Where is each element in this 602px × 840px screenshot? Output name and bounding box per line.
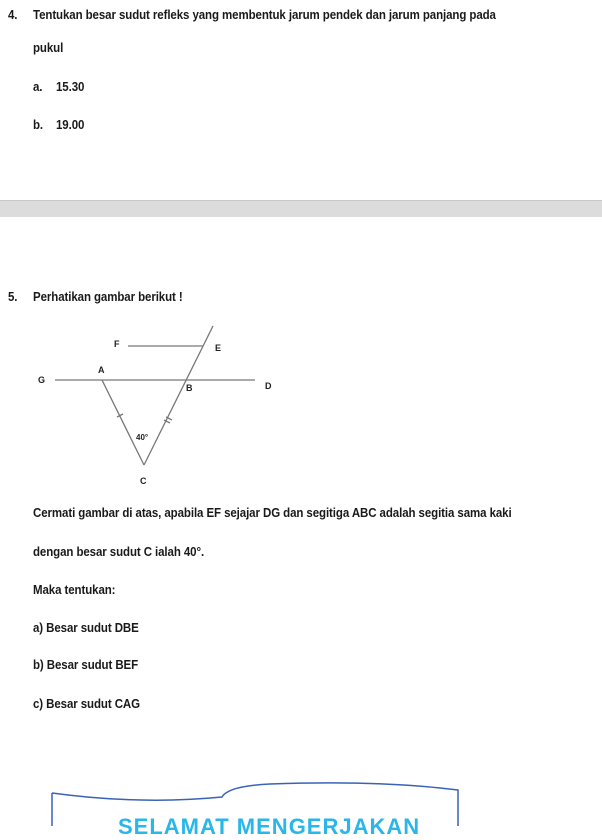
q4-option-b-label: b. [33, 118, 44, 132]
q4-text: Tentukan besar sudut refleks yang membentuk jarum pendek dan jarum panjang pada [33, 8, 496, 22]
q5-paragraph-1: Cermati gambar di atas, apabila EF sejajar DG dan segitiga ABC adalah segitia sama kaki [33, 506, 512, 520]
label-a: A [98, 365, 105, 375]
angle-c-label: 40° [136, 433, 149, 442]
q5-text: Perhatikan gambar berikut ! [33, 290, 183, 304]
label-e: E [215, 343, 222, 353]
label-c: C [140, 476, 147, 486]
q4-option-a-value: 15.30 [56, 80, 85, 94]
q5-item-c: c) Besar sudut CAG [33, 697, 140, 711]
banner-text: SELAMAT MENGERJAKAN [118, 814, 421, 839]
q4-text-cont: pukul [33, 41, 64, 55]
label-d: D [265, 381, 272, 391]
label-b: B [186, 383, 193, 393]
q5-number: 5. [8, 290, 18, 304]
q5-item-b: b) Besar sudut BEF [33, 658, 139, 672]
q4-number: 4. [8, 8, 18, 22]
q5-item-a: a) Besar sudut DBE [33, 621, 139, 635]
label-f: F [114, 339, 120, 349]
q4-option-b-value: 19.00 [56, 118, 85, 132]
q5-paragraph-2: dengan besar sudut C ialah 40°. [33, 545, 205, 559]
label-g: G [38, 375, 46, 385]
q5-prompt: Maka tentukan: [33, 583, 116, 597]
q4-option-a-label: a. [33, 80, 43, 94]
